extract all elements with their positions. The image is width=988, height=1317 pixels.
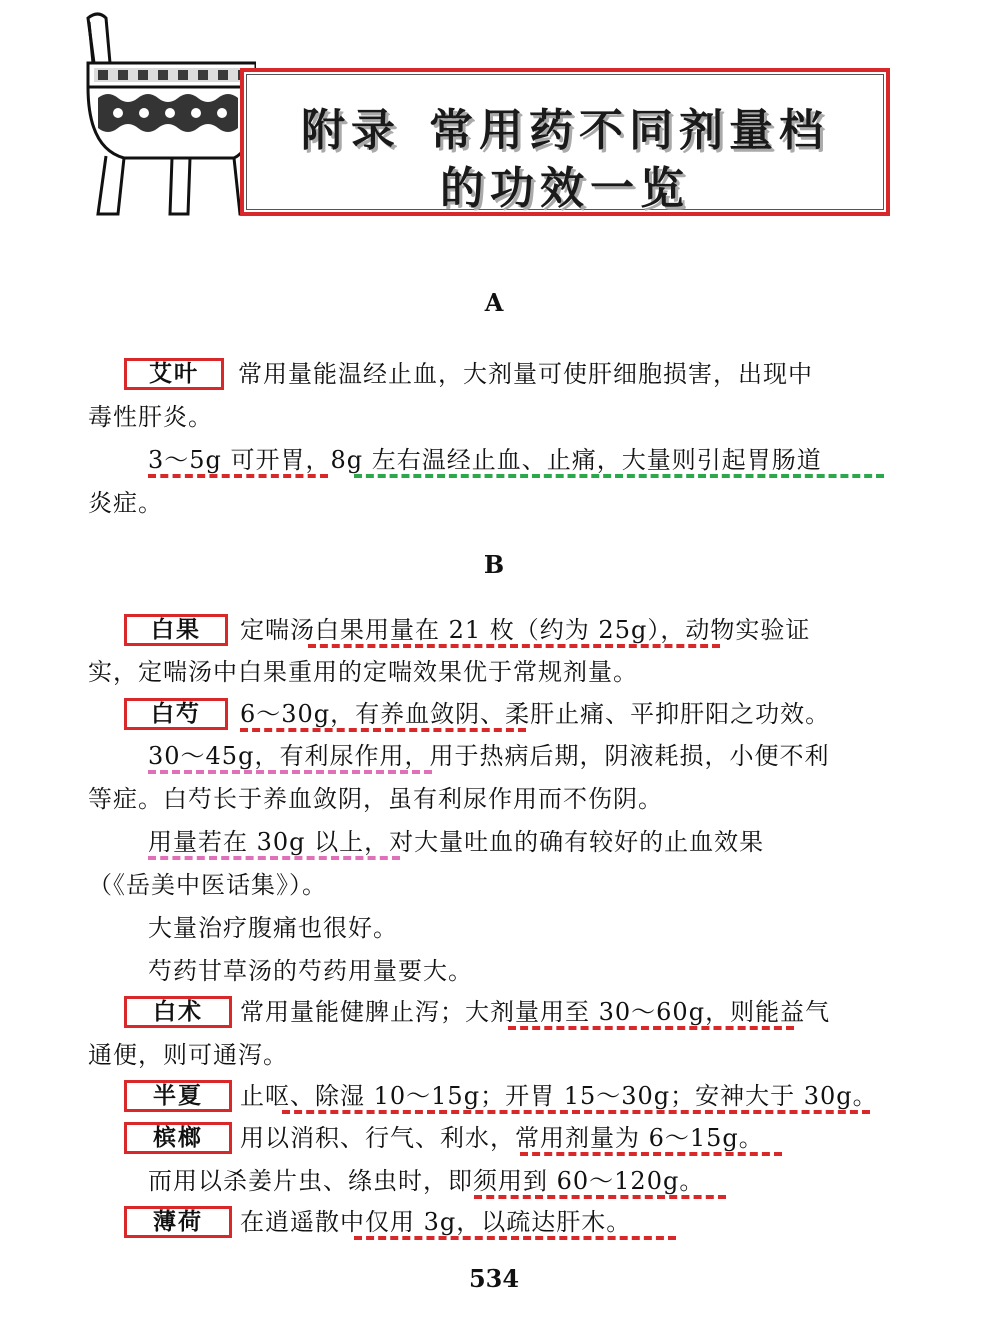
underline-baishao-dose-2	[148, 770, 432, 774]
underline-binglang-dose-2	[474, 1195, 726, 1199]
underline-dose-red	[148, 474, 328, 478]
baiguo-line-2: 实，定喘汤中白果重用的定喘效果优于常规剂量。	[88, 658, 638, 686]
tag-banxia: 半夏	[124, 1080, 232, 1112]
underline-binglang-dose-1	[520, 1152, 782, 1156]
title-main: 常用药不同剂量档	[429, 105, 829, 156]
baiguo-line-1: 定喘汤白果用量在 21 枚（约为 25g），动物实验证	[240, 616, 811, 644]
banxia-line-1: 止呕、除湿 10～15g；开胃 15～30g；安神大于 30g。	[240, 1082, 878, 1110]
tag-bohe: 薄荷	[124, 1206, 232, 1238]
tag-aiye: 艾叶	[124, 358, 224, 390]
baishao-line-1: 6～30g，有养血敛阴、柔肝止痛、平抑肝阳之功效。	[240, 700, 831, 728]
aiye-line-4: 炎症。	[88, 489, 163, 517]
baizhu-line-2: 通便，则可通泻。	[88, 1041, 288, 1069]
title-line-1	[244, 94, 886, 158]
title-box	[240, 68, 890, 216]
underline-baishao-dose-1	[240, 728, 526, 732]
baishao-line-2: 30～45g，有利尿作用，用于热病后期，阴液耗损，小便不利	[148, 742, 830, 770]
title-appendix-label: 附录	[301, 105, 401, 156]
section-heading-a: A	[484, 288, 504, 317]
section-heading-b: B	[483, 550, 505, 579]
aiye-line-3: 3～5g 可开胃，8g 左右温经止血、止痛，大量则引起胃肠道	[148, 446, 822, 474]
underline-banxia-dose	[282, 1110, 870, 1114]
underline-dose-green	[354, 474, 884, 478]
title-line-2: 的功效一览	[440, 163, 690, 214]
tag-baiguo: 白果	[124, 614, 228, 646]
baishao-line-4: 用量若在 30g 以上，对大量吐血的确有较好的止血效果	[148, 828, 765, 856]
tag-binglang: 槟榔	[124, 1122, 232, 1154]
tag-baizhu: 白术	[124, 996, 232, 1028]
tag-baishao: 白芍	[124, 698, 228, 730]
underline-bohe-dose	[354, 1236, 676, 1240]
underline-baizhu-dose	[508, 1026, 794, 1030]
aiye-line-2: 毒性肝炎。	[88, 403, 213, 431]
page-number: 534	[468, 1264, 520, 1293]
underline-baiguo-dose	[308, 644, 720, 648]
baishao-line-7: 芍药甘草汤的芍药用量要大。	[148, 957, 473, 985]
baishao-line-5: （《岳美中医话集》）。	[88, 871, 327, 899]
bronze-ding-illustration	[84, 8, 256, 220]
bohe-line-1: 在逍遥散中仅用 3g，以疏达肝木。	[240, 1208, 632, 1236]
binglang-line-1: 用以消积、行气、利水，常用剂量为 6～15g。	[240, 1124, 764, 1152]
baizhu-line-1: 常用量能健脾止泻；大剂量用至 30～60g，则能益气	[240, 998, 831, 1026]
binglang-line-2: 而用以杀姜片虫、绦虫时，即须用到 60～120g。	[148, 1167, 705, 1195]
baishao-line-3: 等症。白芍长于养血敛阴，虽有利尿作用而不伤阴。	[88, 785, 663, 813]
baishao-line-6: 大量治疗腹痛也很好。	[148, 914, 398, 942]
aiye-line-1: 常用量能温经止血，大剂量可使肝细胞损害，出现中	[238, 360, 813, 388]
underline-baishao-dose-3	[148, 856, 400, 860]
